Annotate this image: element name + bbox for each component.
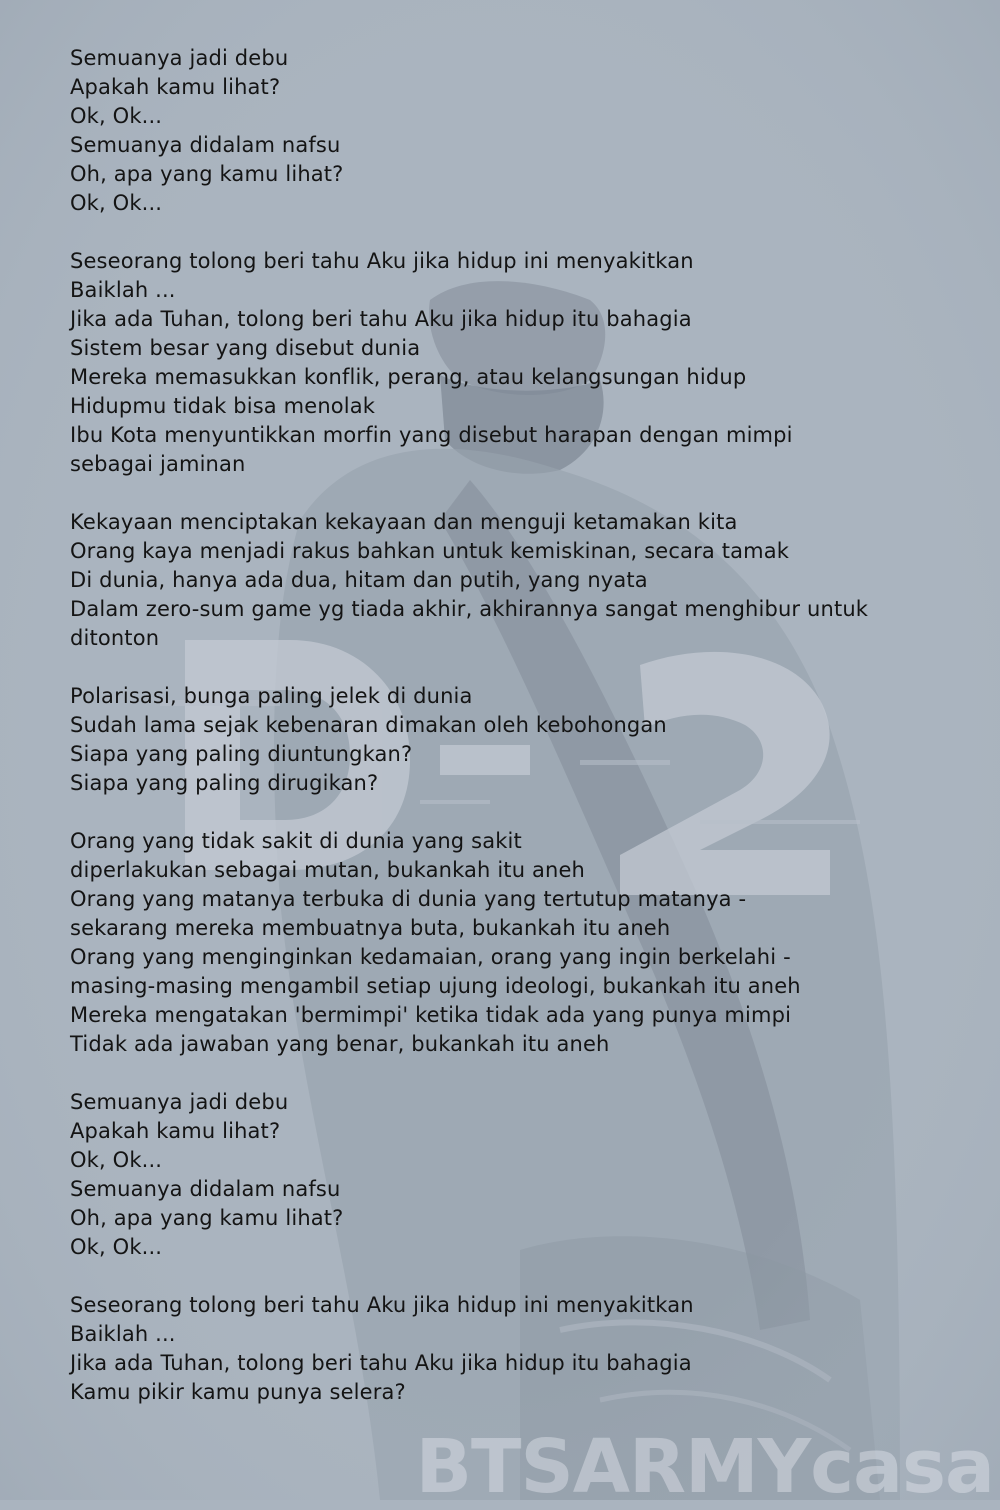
lyric-line: Ok, Ok... [70, 1148, 163, 1172]
lyrics-stanza [70, 247, 950, 479]
lyric-line: Oh, apa yang kamu lihat? [70, 1206, 344, 1230]
lyric-line: Semuanya jadi debu [70, 1090, 289, 1114]
lyric-line: ditonton [70, 626, 160, 650]
lyric-line: diperlakukan sebagai mutan, bukankah itu aneh [70, 858, 585, 882]
lyric-line: Di dunia, hanya ada dua, hitam dan putih, yang nyata [70, 568, 648, 592]
lyric-line: sekarang mereka membuatnya buta, bukankah itu aneh [70, 916, 671, 940]
lyrics-text [70, 44, 950, 1407]
lyric-line: Semuanya didalam nafsu [70, 1177, 341, 1201]
lyric-line: Jika ada Tuhan, tolong beri tahu Aku jika hidup itu bahagia [70, 1351, 692, 1375]
lyric-line: Apakah kamu lihat? [70, 75, 281, 99]
lyric-line: Jika ada Tuhan, tolong beri tahu Aku jika hidup itu bahagia [70, 307, 692, 331]
lyric-line: Orang yang matanya terbuka di dunia yang tertutup matanya - [70, 887, 747, 911]
lyric-line: Sudah lama sejak kebenaran dimakan oleh kebohongan [70, 713, 667, 737]
lyric-line: Orang yang tidak sakit di dunia yang sakit [70, 829, 522, 853]
lyric-line: Kekayaan menciptakan kekayaan dan menguji ketamakan kita [70, 510, 738, 534]
lyric-line: Sistem besar yang disebut dunia [70, 336, 421, 360]
lyric-line: masing-masing mengambil setiap ujung ideologi, bukankah itu aneh [70, 974, 801, 998]
lyric-line: Ok, Ok... [70, 104, 163, 128]
lyric-line: Seseorang tolong beri tahu Aku jika hidup ini menyakitkan [70, 249, 694, 273]
lyric-line: Semuanya didalam nafsu [70, 133, 341, 157]
lyric-line: Mereka memasukkan konflik, perang, atau kelangsungan hidup [70, 365, 747, 389]
lyrics-stanza [70, 1291, 950, 1407]
lyrics-stanza [70, 44, 950, 218]
lyric-line: Hidupmu tidak bisa menolak [70, 394, 376, 418]
lyric-line: Polarisasi, bunga paling jelek di dunia [70, 684, 473, 708]
lyrics-stanza [70, 682, 950, 798]
lyric-line: Orang kaya menjadi rakus bahkan untuk kemiskinan, secara tamak [70, 539, 790, 563]
lyric-line: Tidak ada jawaban yang benar, bukankah itu aneh [70, 1032, 610, 1056]
lyric-line: Semuanya jadi debu [70, 46, 289, 70]
lyric-line: Oh, apa yang kamu lihat? [70, 162, 344, 186]
lyric-line: Orang yang menginginkan kedamaian, orang yang ingin berkelahi - [70, 945, 791, 969]
lyric-line: Baiklah ... [70, 1322, 176, 1346]
lyrics-stanza [70, 508, 950, 653]
lyric-line: Kamu pikir kamu punya selera? [70, 1380, 406, 1404]
lyric-line: Siapa yang paling dirugikan? [70, 771, 379, 795]
lyric-line: Seseorang tolong beri tahu Aku jika hidup ini menyakitkan [70, 1293, 694, 1317]
lyric-line: Siapa yang paling diuntungkan? [70, 742, 413, 766]
lyric-line: Apakah kamu lihat? [70, 1119, 281, 1143]
lyrics-stanza [70, 827, 950, 1059]
lyric-line: Dalam zero-sum game yg tiada akhir, akhirannya sangat menghibur untuk [70, 597, 869, 621]
lyric-line: Baiklah ... [70, 278, 176, 302]
lyric-line: sebagai jaminan [70, 452, 246, 476]
lyric-line: Ok, Ok... [70, 1235, 163, 1259]
lyric-line: Mereka mengatakan 'bermimpi' ketika tidak ada yang punya mimpi [70, 1003, 792, 1027]
lyric-line: Ibu Kota menyuntikkan morfin yang disebut harapan dengan mimpi [70, 423, 793, 447]
lyrics-stanza [70, 1088, 950, 1262]
lyric-line: Ok, Ok... [70, 191, 163, 215]
watermark: BTSARMYcasa [415, 1424, 994, 1510]
